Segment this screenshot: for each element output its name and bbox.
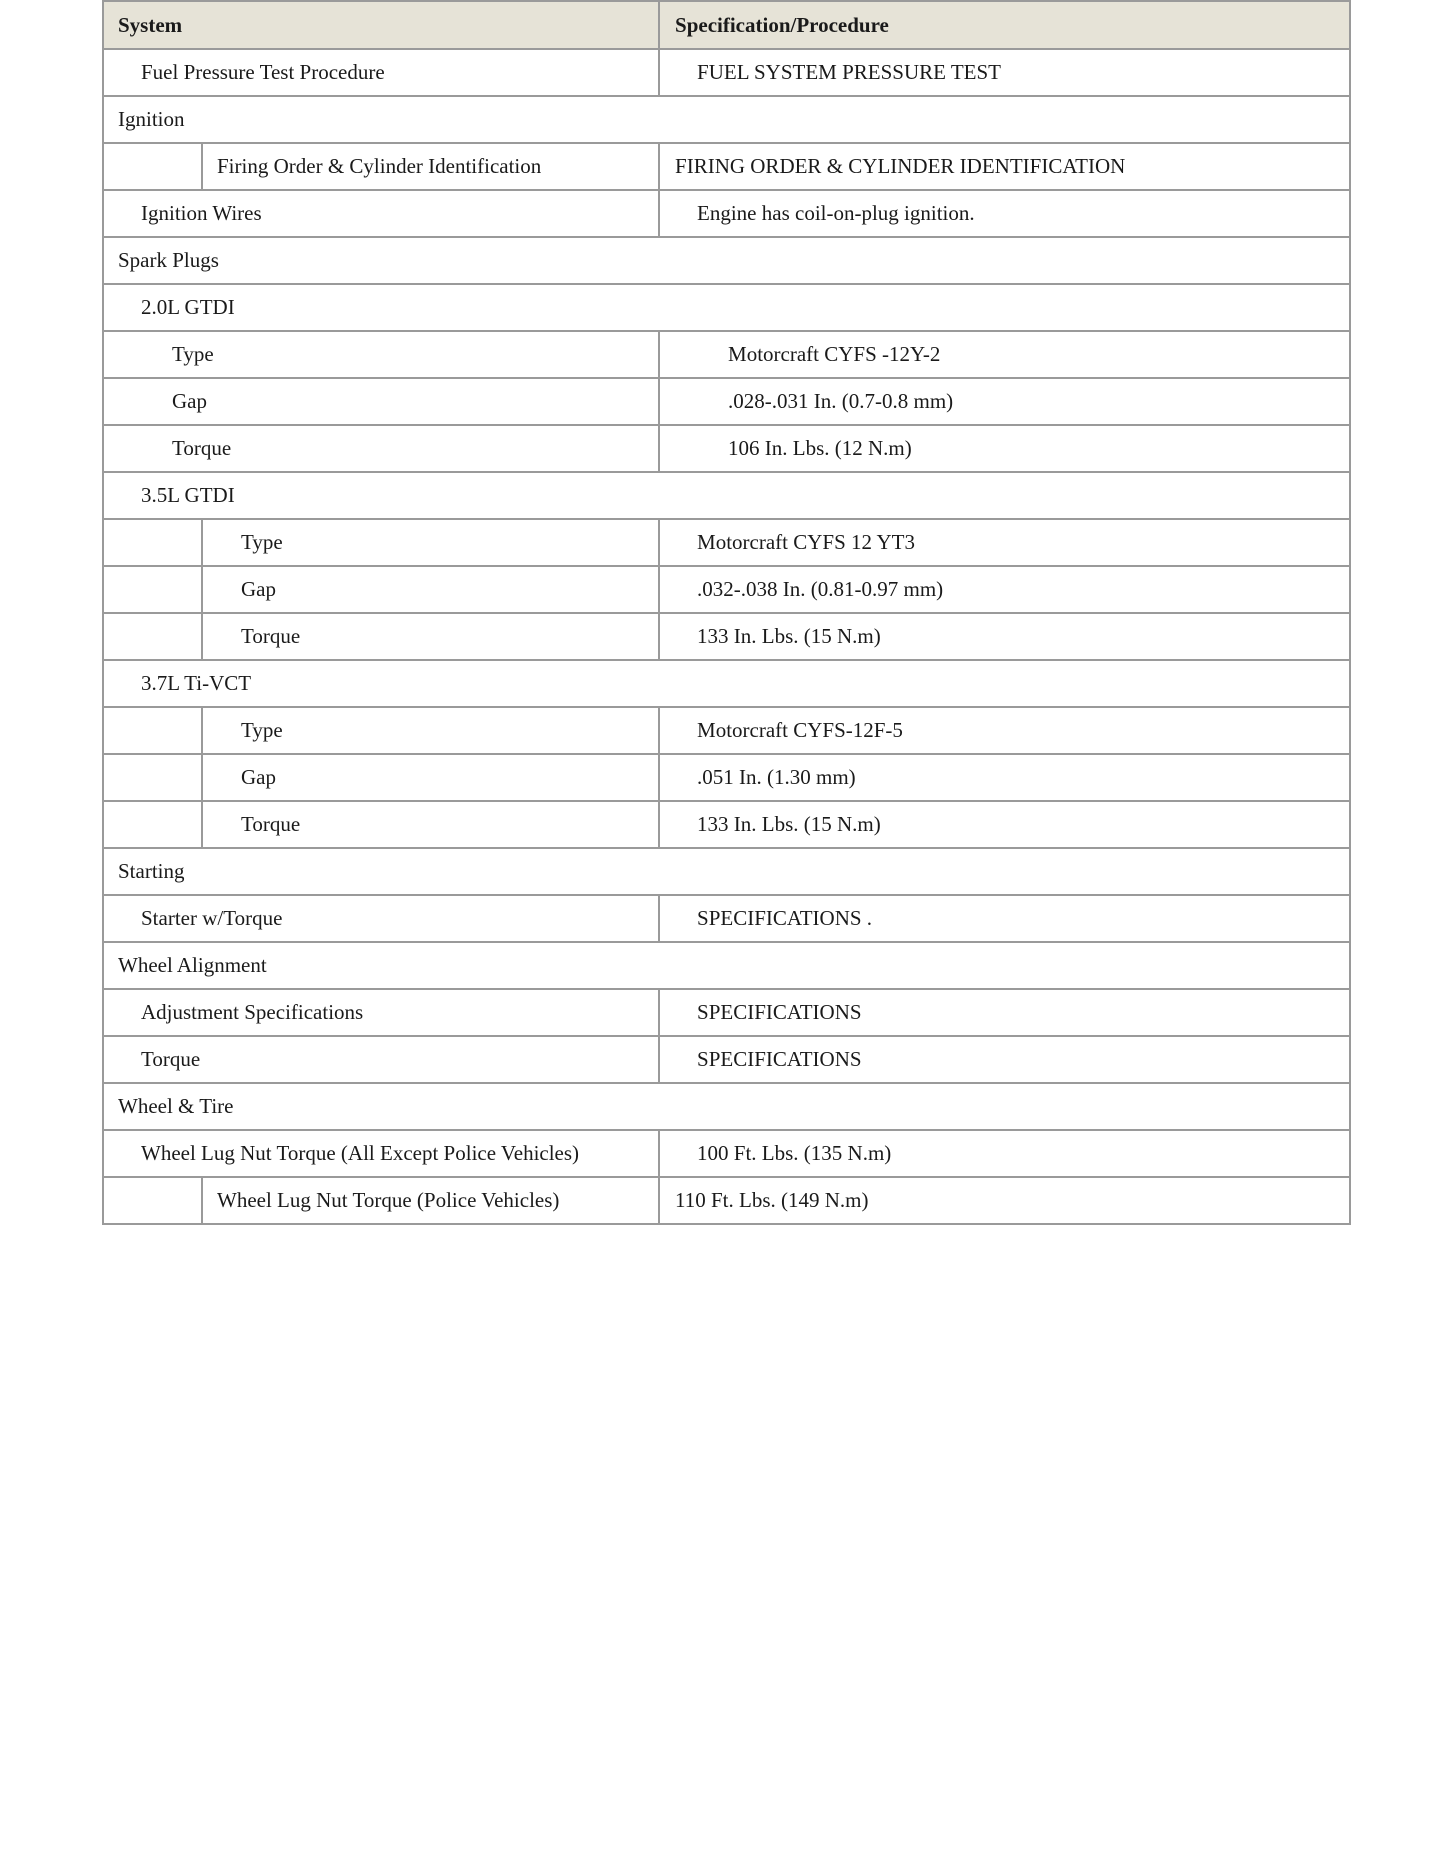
row-value: .032-.038 In. (0.81-0.97 mm) xyxy=(659,566,1350,613)
subsection-row xyxy=(103,284,1350,331)
header-system: System xyxy=(103,1,659,49)
row-label: Starter w/Torque xyxy=(103,895,659,942)
indent-cell xyxy=(103,707,202,754)
indent-cell xyxy=(103,143,202,190)
indent-cell xyxy=(103,1177,202,1224)
row-label: Torque xyxy=(202,613,659,660)
row-label: Ignition Wires xyxy=(103,190,659,237)
row-value: Motorcraft CYFS -12Y-2 xyxy=(659,331,1350,378)
row-value: Engine has coil-on-plug ignition. xyxy=(659,190,1350,237)
section-row xyxy=(103,237,1350,284)
row-value: FUEL SYSTEM PRESSURE TEST xyxy=(659,49,1350,96)
indent-cell xyxy=(103,754,202,801)
table-row xyxy=(103,143,1350,190)
row-label: Type xyxy=(202,707,659,754)
row-label: Gap xyxy=(202,754,659,801)
row-label: Fuel Pressure Test Procedure xyxy=(103,49,659,96)
row-value: 133 In. Lbs. (15 N.m) xyxy=(659,613,1350,660)
indent-cell xyxy=(103,566,202,613)
row-value: Motorcraft CYFS-12F-5 xyxy=(659,707,1350,754)
row-value: 106 In. Lbs. (12 N.m) xyxy=(659,425,1350,472)
header-spec: Specification/Procedure xyxy=(659,1,1350,49)
row-label: Torque xyxy=(103,1036,659,1083)
subsection-row xyxy=(103,660,1350,707)
row-value: SPECIFICATIONS xyxy=(659,1036,1350,1083)
table-row xyxy=(103,190,1350,237)
section-label: Wheel & Tire xyxy=(103,1083,1350,1130)
section-label: Ignition xyxy=(103,96,1350,143)
table-row xyxy=(103,1177,1350,1224)
table-row xyxy=(103,989,1350,1036)
subsection-label: 3.5L GTDI xyxy=(103,472,1350,519)
row-label: Torque xyxy=(202,801,659,848)
table-row xyxy=(103,1036,1350,1083)
indent-cell xyxy=(103,801,202,848)
subsection-label: 2.0L GTDI xyxy=(103,284,1350,331)
table-row xyxy=(103,754,1350,801)
spec-table xyxy=(102,0,1351,1225)
section-label: Spark Plugs xyxy=(103,237,1350,284)
table-row xyxy=(103,378,1350,425)
table-row xyxy=(103,707,1350,754)
table-row xyxy=(103,1130,1350,1177)
indent-cell xyxy=(103,519,202,566)
table-row xyxy=(103,49,1350,96)
row-value: .051 In. (1.30 mm) xyxy=(659,754,1350,801)
row-value: 100 Ft. Lbs. (135 N.m) xyxy=(659,1130,1350,1177)
row-label: Gap xyxy=(103,378,659,425)
row-label: Firing Order & Cylinder Identification xyxy=(202,143,659,190)
table-header-row xyxy=(103,1,1350,49)
row-value: SPECIFICATIONS . xyxy=(659,895,1350,942)
row-label: Torque xyxy=(103,425,659,472)
section-row xyxy=(103,96,1350,143)
section-row xyxy=(103,942,1350,989)
table-row xyxy=(103,613,1350,660)
row-value: 110 Ft. Lbs. (149 N.m) xyxy=(659,1177,1350,1224)
subsection-label: 3.7L Ti-VCT xyxy=(103,660,1350,707)
section-label: Starting xyxy=(103,848,1350,895)
row-value: FIRING ORDER & CYLINDER IDENTIFICATION xyxy=(659,143,1350,190)
section-row xyxy=(103,1083,1350,1130)
row-label: Type xyxy=(202,519,659,566)
row-label: Type xyxy=(103,331,659,378)
row-label: Wheel Lug Nut Torque (Police Vehicles) xyxy=(202,1177,659,1224)
table-row xyxy=(103,331,1350,378)
table-row xyxy=(103,801,1350,848)
row-value: 133 In. Lbs. (15 N.m) xyxy=(659,801,1350,848)
row-label: Adjustment Specifications xyxy=(103,989,659,1036)
row-label: Gap xyxy=(202,566,659,613)
section-label: Wheel Alignment xyxy=(103,942,1350,989)
section-row xyxy=(103,848,1350,895)
table-row xyxy=(103,566,1350,613)
row-value: Motorcraft CYFS 12 YT3 xyxy=(659,519,1350,566)
table-row xyxy=(103,895,1350,942)
row-label: Wheel Lug Nut Torque (All Except Police Vehicles) xyxy=(103,1130,659,1177)
table-row xyxy=(103,425,1350,472)
indent-cell xyxy=(103,613,202,660)
subsection-row xyxy=(103,472,1350,519)
table-row xyxy=(103,519,1350,566)
row-value: SPECIFICATIONS xyxy=(659,989,1350,1036)
row-value: .028-.031 In. (0.7-0.8 mm) xyxy=(659,378,1350,425)
